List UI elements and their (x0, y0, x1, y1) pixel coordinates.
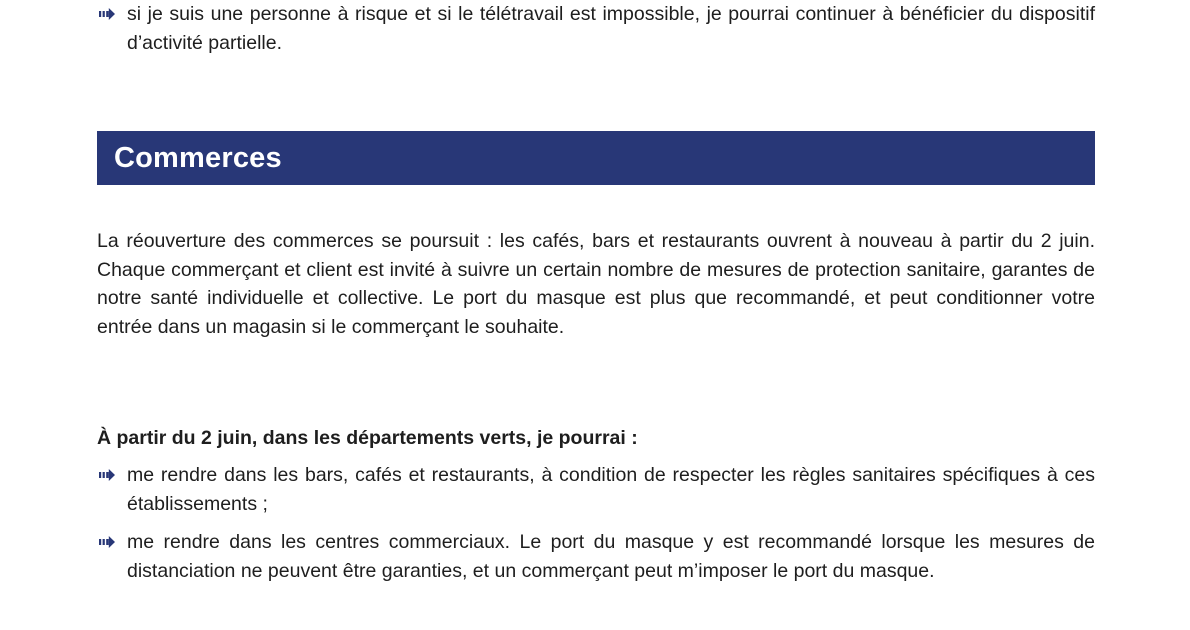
arrow-right-icon (98, 0, 116, 28)
bullet-text: si je suis une personne à risque et si le télétravail est impossible, je pourrai continuer à bénéficier du dispositif d’activité partielle. (127, 3, 1095, 54)
list-item (97, 0, 1095, 57)
list-item (97, 461, 1095, 518)
list-item (97, 528, 1095, 585)
subheading: À partir du 2 juin, dans les départements verts, je pourrai : (97, 427, 638, 449)
bullet-list (97, 461, 1095, 585)
bullet-text: me rendre dans les centres commerciaux. Le port du masque y est recommandé lorsque les mesures de distanciation ne peuvent être garanties, et un commerçant peut m’imposer le port du masque. (127, 531, 1095, 582)
arrow-right-icon (98, 461, 116, 489)
section-title: Commerces (114, 142, 282, 174)
top-bullet-list (97, 0, 1095, 57)
intro-paragraph: La réouverture des commerces se poursuit : les cafés, bars et restaurants ouvrent à nouveau à partir du 2 juin. Chaque commerçant et client est invité à suivre un certain nombre de mesures de protection sanitaire, garantes de notre santé individuelle et collective. Le port du masque est plus que recommandé, et peut conditionner votre entrée dans un magasin si le commerçant le souhaite. (97, 230, 1095, 338)
section-header (97, 131, 1095, 185)
bullet-text: me rendre dans les bars, cafés et restaurants, à condition de respecter les règles sanitaires spécifiques à ces établissements ; (127, 464, 1095, 515)
arrow-right-icon (98, 528, 116, 556)
